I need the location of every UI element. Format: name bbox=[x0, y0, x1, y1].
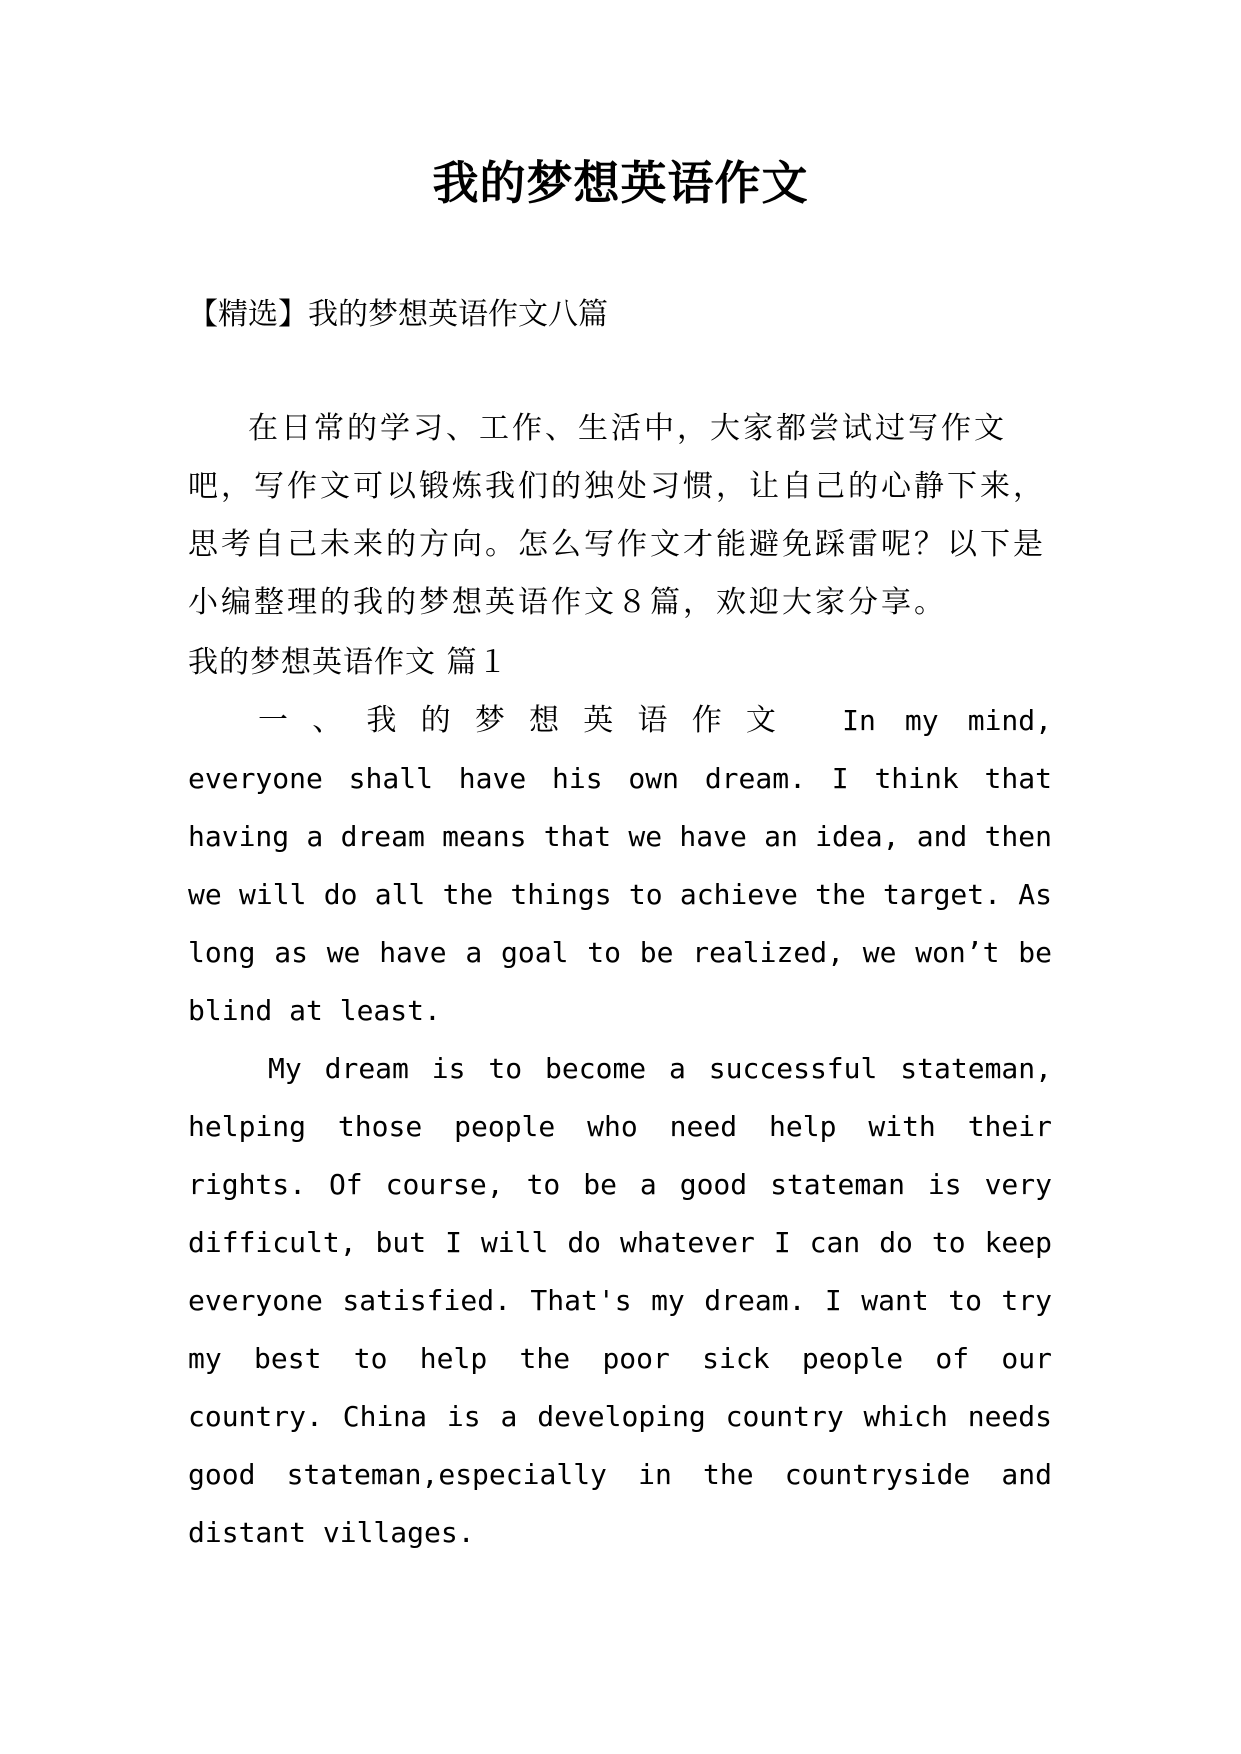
essay-paragraph-1 bbox=[188, 692, 1052, 1040]
paragraph-1-text: In my mind, everyone shall have his own dream. I think that having a dream means that we have an idea, and then we will do all the things to achieve the target. As long as we have a goal to be realized, we won’t be blind at least. bbox=[188, 704, 1052, 1027]
document-title: 我的梦想英语作文 bbox=[432, 156, 809, 210]
document-subtitle: 【精选】我的梦想英语作文八篇 bbox=[188, 297, 608, 332]
paragraph-lead-heading: 一、我的梦想英语作文 bbox=[258, 703, 801, 738]
section-heading: 我的梦想英语作文 篇１ bbox=[188, 645, 509, 680]
intro-paragraph: 在日常的学习、工作、生活中，大家都尝试过写作文吧，写作文可以锻炼我们的独处习惯，让自己的心静下来，思考自己未来的方向。怎么写作文才能避免踩雷呢？以下是小编整理的我的梦想英语作文８篇，欢迎大家分享。 bbox=[188, 411, 1046, 620]
essay-paragraph-2: My dream is to become a successful stateman, helping those people who need help with their rights. Of course, to be a good stateman is very difficult, but I will do whatever I can do to keep everyone satisfied. That's my dream. I want to try my best to help the poor sick people of our country. China is a developing country which needs good stateman,especially in the countryside and distant villages. bbox=[188, 1052, 1052, 1549]
